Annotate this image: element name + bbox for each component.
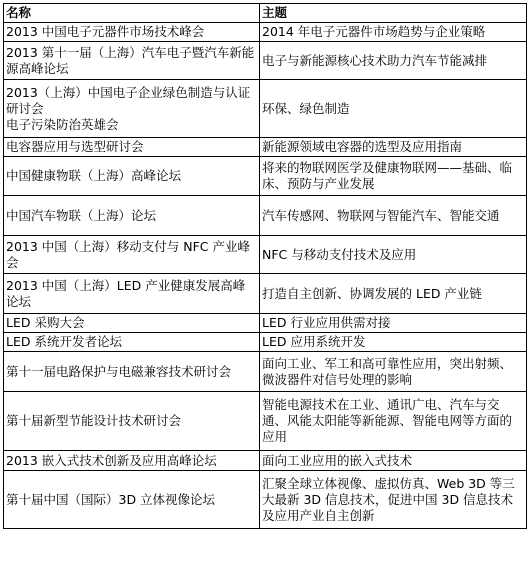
table-row bbox=[4, 157, 527, 196]
cell-name: 第十届新型节能设计技术研讨会 bbox=[4, 392, 260, 451]
cell-name: 电容器应用与选型研讨会 bbox=[4, 138, 260, 157]
cell-topic: LED 行业应用供需对接 bbox=[260, 314, 527, 333]
cell-topic: 环保、绿色制造 bbox=[260, 80, 527, 138]
table-row bbox=[4, 352, 527, 392]
cell-topic: 汇聚全球立体视像、虚拟仿真、Web 3D 等三大最新 3D 信息技术，促进中国 3D 信息技术及应用产业自主创新 bbox=[260, 471, 527, 529]
cell-name: 中国汽车物联（上海）论坛 bbox=[4, 196, 260, 236]
header-row bbox=[4, 4, 527, 23]
table-row bbox=[4, 333, 527, 352]
table-row bbox=[4, 314, 527, 333]
cell-topic: 智能电源技术在工业、通讯广电、汽车与交通、风能太阳能等新能源、智能电网等方面的应用 bbox=[260, 392, 527, 451]
cell-name: 2013（上海）中国电子企业绿色制造与认证研讨会 电子污染防治英雄会 bbox=[4, 80, 260, 138]
cell-topic: 将来的物联网医学及健康物联网——基础、临床、预防与产业发展 bbox=[260, 157, 527, 196]
cell-name: 2013 第十一届（上海）汽车电子暨汽车新能源高峰论坛 bbox=[4, 42, 260, 80]
cell-topic: 电子与新能源核心技术助力汽车节能减排 bbox=[260, 42, 527, 80]
cell-topic: LED 应用系统开发 bbox=[260, 333, 527, 352]
cell-name: 第十一届电路保护与电磁兼容技术研讨会 bbox=[4, 352, 260, 392]
cell-name: LED 系统开发者论坛 bbox=[4, 333, 260, 352]
cell-name: 2013 嵌入式技术创新及应用高峰论坛 bbox=[4, 451, 260, 471]
cell-topic: NFC 与移动支付技术及应用 bbox=[260, 236, 527, 274]
cell-name: 2013 中国（上海）LED 产业健康发展高峰论坛 bbox=[4, 274, 260, 314]
cell-topic: 2014 年电子元器件市场趋势与企业策略 bbox=[260, 23, 527, 42]
header-name: 名称 bbox=[4, 4, 260, 23]
table-row bbox=[4, 274, 527, 314]
table-row bbox=[4, 42, 527, 80]
table-row bbox=[4, 196, 527, 236]
table-row bbox=[4, 138, 527, 157]
table-row bbox=[4, 471, 527, 529]
cell-topic: 面向工业、军工和高可靠性应用，突出射频、微波器件对信号处理的影响 bbox=[260, 352, 527, 392]
table-row bbox=[4, 80, 527, 138]
cell-topic: 面向工业应用的嵌入式技术 bbox=[260, 451, 527, 471]
cell-name: 2013 中国电子元器件市场技术峰会 bbox=[4, 23, 260, 42]
header-topic: 主题 bbox=[260, 4, 527, 23]
cell-name: 中国健康物联（上海）高峰论坛 bbox=[4, 157, 260, 196]
cell-topic: 汽车传感网、物联网与智能汽车、智能交通 bbox=[260, 196, 527, 236]
cell-name: 2013 中国（上海）移动支付与 NFC 产业峰会 bbox=[4, 236, 260, 274]
table-row bbox=[4, 392, 527, 451]
conference-table bbox=[3, 3, 527, 529]
cell-topic: 新能源领域电容器的选型及应用指南 bbox=[260, 138, 527, 157]
cell-topic: 打造自主创新、协调发展的 LED 产业链 bbox=[260, 274, 527, 314]
cell-name: LED 采购大会 bbox=[4, 314, 260, 333]
table-row bbox=[4, 236, 527, 274]
table-row bbox=[4, 451, 527, 471]
cell-name: 第十届中国（国际）3D 立体视像论坛 bbox=[4, 471, 260, 529]
table-row bbox=[4, 23, 527, 42]
